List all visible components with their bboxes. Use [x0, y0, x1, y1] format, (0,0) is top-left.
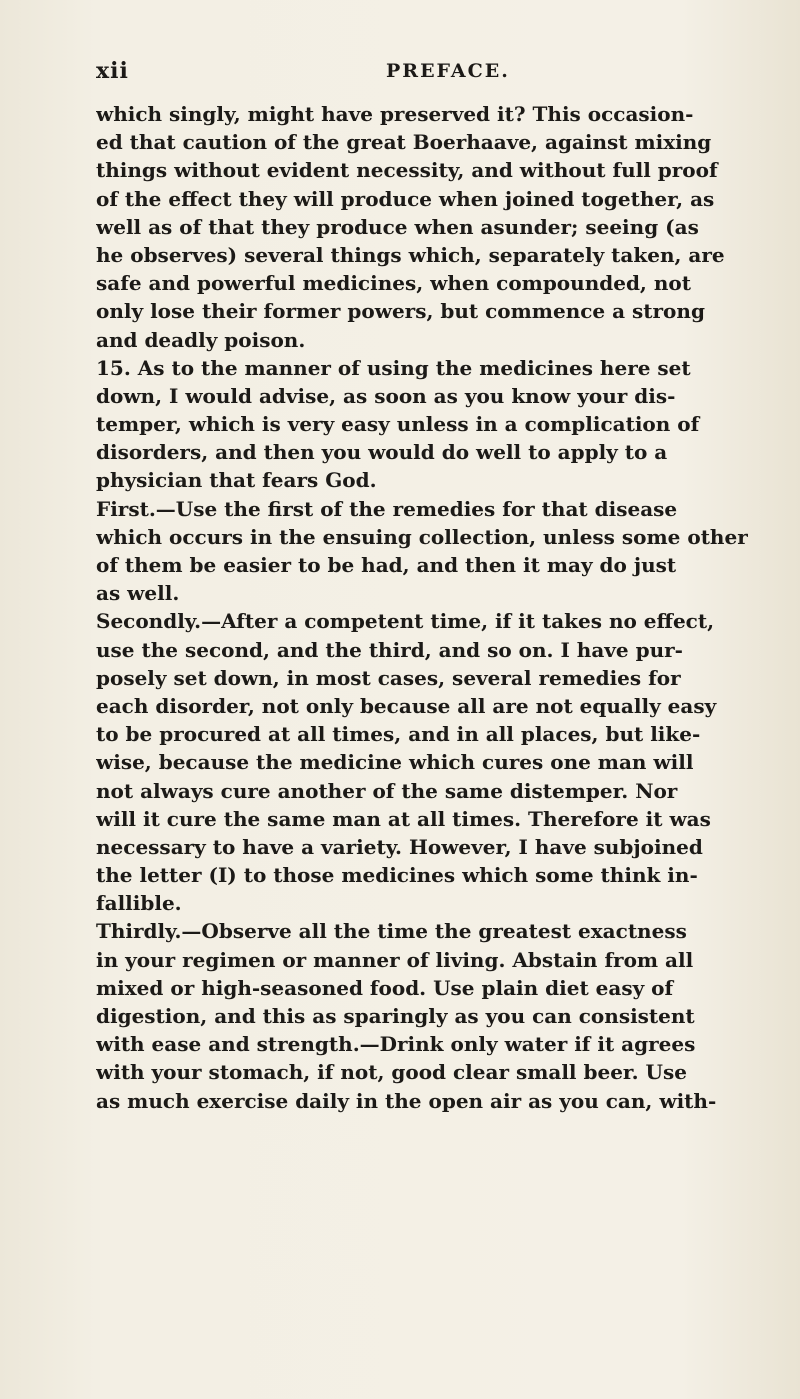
- text-line: with your stomach, if not, good clear small beer. Use: [96, 1060, 687, 1085]
- text-line: Secondly.—After a competent time, if it takes no effect,: [96, 609, 715, 634]
- running-head: PREFACE.: [386, 60, 510, 82]
- text-line: First.—Use the first of the remedies for that disease: [96, 496, 678, 521]
- page-header: [96, 58, 776, 88]
- text-line: as well.: [96, 581, 180, 606]
- text-line: each disorder, not only because all are not equally easy: [96, 693, 717, 718]
- text-line: necessary to have a variety. However, I have subjoined: [96, 834, 703, 859]
- text-line: he observes) several things which, separately taken, are: [96, 242, 725, 267]
- text-line: digestion, and this as sparingly as you can consistent: [96, 1004, 695, 1028]
- text-line: wise, because the medicine which cures one man will: [96, 750, 694, 775]
- text-line: Thirdly.—Observe all the time the greatest exactness: [96, 919, 687, 944]
- text-line: which singly, might have preserved it? This occasion-: [96, 102, 694, 126]
- text-line: only lose their former powers, but commence a strong: [96, 299, 705, 324]
- text-line: the letter (I) to those medicines which some think in-: [96, 863, 698, 888]
- text-line: ed that caution of the great Boerhaave, against mixing: [96, 130, 712, 155]
- text-line: and deadly poison.: [96, 327, 306, 352]
- text-line: which occurs in the ensuing collection, unless some other: [96, 524, 748, 549]
- text-line: down, I would advise, as soon as you know your dis-: [96, 383, 676, 408]
- text-line: 15. As to the manner of using the medicines here set: [96, 355, 691, 380]
- text-line: with ease and strength.—Drink only water if it agrees: [96, 1032, 696, 1057]
- text-line: will it cure the same man at all times. Therefore it was: [96, 806, 711, 831]
- text-line: use the second, and the third, and so on. I have pur-: [96, 637, 683, 662]
- text-line: as much exercise daily in the open air as you can, with-: [96, 1088, 717, 1113]
- text-line: safe and powerful medicines, when compounded, not: [96, 271, 691, 296]
- text-line: fallible.: [96, 891, 182, 916]
- text-line: things without evident necessity, and without full proof: [96, 158, 718, 183]
- text-line: of the effect they will produce when joined together, as: [96, 186, 715, 211]
- text-line: posely set down, in most cases, several remedies for: [96, 665, 681, 690]
- text-line: not always cure another of the same distemper. Nor: [96, 778, 678, 803]
- text-line: well as of that they produce when asunder; seeing (as: [96, 214, 699, 239]
- text-line: in your regimen or manner of living. Abstain from all: [96, 947, 694, 972]
- body-text: [96, 100, 786, 1115]
- page-number: xii: [96, 58, 129, 84]
- text-line: mixed or high-seasoned food. Use plain diet easy of: [96, 975, 674, 1000]
- text-line: physician that fears God.: [96, 468, 377, 493]
- text-line: of them be easier to be had, and then it may do just: [96, 553, 677, 577]
- text-line: temper, which is very easy unless in a complication of: [96, 412, 700, 437]
- text-line: disorders, and then you would do well to apply to a: [96, 440, 668, 465]
- text-line: to be procured at all times, and in all places, but like-: [96, 722, 701, 747]
